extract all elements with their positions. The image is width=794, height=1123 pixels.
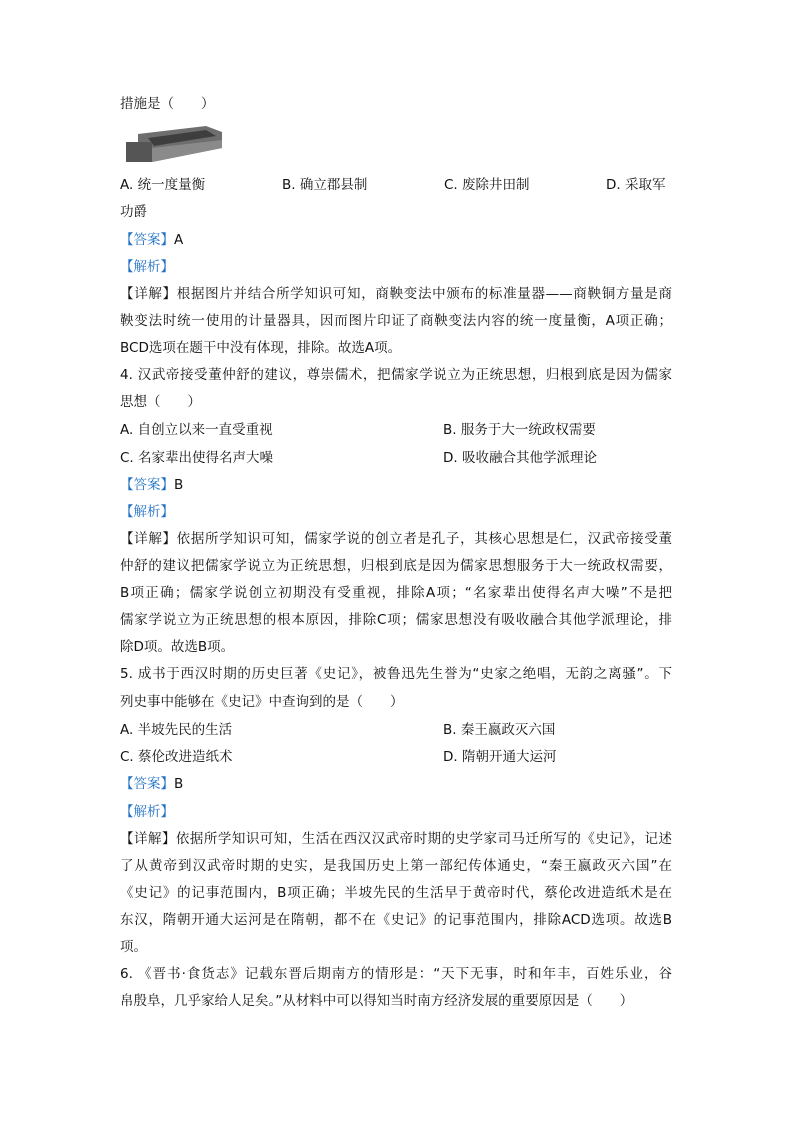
answer-label: 【答案】 — [120, 232, 174, 248]
detail-line: B项正确；儒家学说创立初期没有受重视，排除A项；“名家辈出使得名声大噪”不是把 — [120, 585, 672, 601]
answer-value: B — [174, 776, 184, 792]
answer-line — [120, 231, 672, 249]
detail-line: 【详解】依据所学知识可知，儒家学说的创立者是孔子，其核心思想是仁，汉武帝接受董 — [120, 531, 672, 547]
option-a: A. 统一度量衡 — [120, 177, 206, 193]
detail-line: 【详解】根据图片并结合所学知识可知，商鞅变法中颁布的标准量器——商鞅铜方量是商 — [120, 286, 672, 302]
detail-line: BCD选项在题干中没有体现，排除。故选A项。 — [120, 340, 402, 356]
answer-line — [120, 476, 672, 494]
question-stem: 6. 《晋书·食货志》记载东晋后期南方的情形是：“天下无事，时和年丰，百姓乐业，谷 — [120, 966, 672, 982]
question-stem: 措施是（ ） — [120, 96, 215, 112]
answer-value: A — [174, 232, 184, 248]
option-a: A. 半坡先民的生活 — [120, 722, 233, 738]
detail-line: 《史记》的记事范围内，B项正确；半坡先民的生活早于黄帝时代，蔡伦改进造纸术是在 — [120, 885, 672, 901]
question-stem: 4. 汉武帝接受董仲舒的建议，尊崇儒术，把儒家学说立为正统思想，归根到底是因为儒家 — [120, 367, 672, 383]
option-a: A. 自创立以来一直受重视 — [120, 422, 273, 438]
detail-line: 除D项。故选B项。 — [120, 639, 235, 655]
detail-line: 儒家学说立为正统思想的根本原因，排除C项；儒家思想没有吸收融合其他学派理论，排 — [120, 612, 672, 628]
answer-line — [120, 775, 672, 793]
detail-line: 项。 — [120, 939, 147, 955]
bronze-measure-image — [124, 126, 224, 164]
question-stem: 列史事中能够在《史记》中查询到的是（ ） — [120, 694, 404, 710]
answer-value: B — [174, 477, 184, 493]
detail-line: 了从黄帝到汉武帝时期的史实，是我国历史上第一部纪传体通史，“秦王嬴政灭六国”在 — [120, 858, 672, 874]
option-b: B. 服务于大一统政权需要 — [443, 422, 596, 438]
analysis-label: 【解析】 — [120, 259, 174, 275]
question-stem: 思想（ ） — [120, 394, 201, 410]
answer-label: 【答案】 — [120, 477, 174, 493]
question-stem: 帛殷阜，几乎家给人足矣。”从材料中可以得知当时南方经济发展的重要原因是（ ） — [120, 993, 634, 1009]
option-b: B. 确立郡县制 — [282, 177, 368, 193]
option-b: B. 秦王嬴政灭六国 — [443, 722, 556, 738]
option-d: D. 吸收融合其他学派理论 — [443, 450, 597, 466]
question-stem: 5. 成书于西汉时期的历史巨著《史记》，被鲁迅先生誉为“史家之绝唱，无韵之离骚”。下 — [120, 666, 672, 682]
detail-line: 东汉，隋朝开通大运河是在隋朝，都不在《史记》的记事范围内，排除ACD选项。故选B — [120, 912, 672, 928]
option-c: C. 名家辈出使得名声大噪 — [120, 450, 274, 466]
detail-line: 【详解】依据所学知识可知，生活在西汉汉武帝时期的史学家司马迁所写的《史记》，记述 — [120, 831, 672, 847]
option-c: C. 废除井田制 — [444, 177, 530, 193]
detail-line: 鞅变法时统一使用的计量器具，因而图片印证了商鞅变法内容的统一度量衡，A项正确； — [120, 313, 672, 329]
option-d: D. 隋朝开通大运河 — [443, 749, 557, 765]
analysis-label: 【解析】 — [120, 804, 174, 820]
answer-label: 【答案】 — [120, 776, 174, 792]
analysis-label: 【解析】 — [120, 504, 174, 520]
option-c: C. 蔡伦改进造纸术 — [120, 749, 233, 765]
detail-line: 仲舒的建议把儒家学说立为正统思想，归根到底是因为儒家思想服务于大一统政权需要， — [120, 558, 672, 574]
option-d: D. 采取军 — [606, 177, 666, 193]
option-d-continued: 功爵 — [120, 204, 147, 220]
